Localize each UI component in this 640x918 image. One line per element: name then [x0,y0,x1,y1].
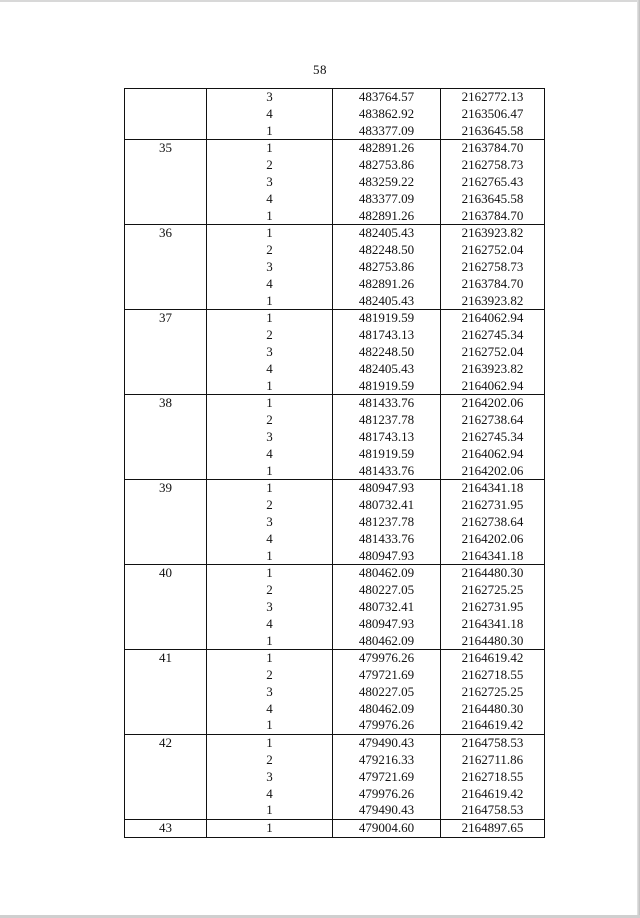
x-coordinate-cell: 479976.26 [333,786,441,803]
y-coordinate-cell: 2164480.30 [441,565,545,582]
plot-number-cell: 41 [125,650,207,667]
y-coordinate-cell: 2164202.06 [441,531,545,548]
plot-number-cell [125,242,207,259]
table-row [125,480,545,497]
plot-number-cell: 43 [125,820,207,838]
point-number-cell: 1 [207,717,333,734]
table-row [125,361,545,378]
y-coordinate-cell: 2164758.53 [441,802,545,819]
y-coordinate-cell: 2163923.82 [441,361,545,378]
table-row [125,123,545,140]
point-number-cell: 1 [207,140,333,157]
table-row [125,514,545,531]
y-coordinate-cell: 2164341.18 [441,480,545,497]
x-coordinate-cell: 482248.50 [333,242,441,259]
point-number-cell: 2 [207,412,333,429]
y-coordinate-cell: 2163645.58 [441,191,545,208]
point-number-cell: 1 [207,820,333,838]
plot-number-cell: 37 [125,310,207,327]
x-coordinate-cell: 479216.33 [333,752,441,769]
point-number-cell: 1 [207,378,333,395]
plot-number-cell [125,123,207,140]
point-number-cell: 1 [207,735,333,752]
plot-number-cell [125,786,207,803]
x-coordinate-cell: 479721.69 [333,769,441,786]
plot-number-cell [125,361,207,378]
point-number-cell: 1 [207,633,333,650]
x-coordinate-cell: 479721.69 [333,667,441,684]
point-number-cell: 1 [207,650,333,667]
table-row [125,259,545,276]
x-coordinate-cell: 481433.76 [333,395,441,412]
point-number-cell: 4 [207,276,333,293]
page-number: 58 [313,62,327,77]
x-coordinate-cell: 482405.43 [333,361,441,378]
y-coordinate-cell: 2162765.43 [441,174,545,191]
plot-number-cell [125,701,207,718]
x-coordinate-cell: 483377.09 [333,191,441,208]
table-row [125,327,545,344]
table-row [125,429,545,446]
plot-number-cell: 39 [125,480,207,497]
x-coordinate-cell: 482891.26 [333,276,441,293]
x-coordinate-cell: 482405.43 [333,293,441,310]
point-number-cell: 1 [207,293,333,310]
x-coordinate-cell: 482248.50 [333,344,441,361]
y-coordinate-cell: 2162758.73 [441,157,545,174]
y-coordinate-cell: 2163506.47 [441,106,545,123]
table-row [125,208,545,225]
point-number-cell: 2 [207,752,333,769]
y-coordinate-cell: 2164619.42 [441,650,545,667]
y-coordinate-cell: 2164480.30 [441,633,545,650]
point-number-cell: 2 [207,157,333,174]
plot-number-cell [125,616,207,633]
plot-number-cell: 42 [125,735,207,752]
x-coordinate-cell: 481743.13 [333,327,441,344]
plot-number-cell: 36 [125,225,207,242]
y-coordinate-cell: 2162711.86 [441,752,545,769]
table-row [125,89,545,106]
table-row [125,378,545,395]
plot-number-cell [125,514,207,531]
point-number-cell: 3 [207,429,333,446]
point-number-cell: 1 [207,225,333,242]
x-coordinate-cell: 479976.26 [333,717,441,734]
table-row [125,735,545,752]
table-row [125,497,545,514]
point-number-cell: 3 [207,514,333,531]
y-coordinate-cell: 2163923.82 [441,293,545,310]
plot-number-cell [125,717,207,734]
table-row [125,752,545,769]
plot-number-cell [125,327,207,344]
point-number-cell: 3 [207,684,333,701]
point-number-cell: 1 [207,565,333,582]
table-row [125,242,545,259]
point-number-cell: 2 [207,327,333,344]
plot-number-cell [125,633,207,650]
plot-number-cell [125,769,207,786]
plot-number-cell: 38 [125,395,207,412]
table-row [125,667,545,684]
y-coordinate-cell: 2164897.65 [441,820,545,838]
y-coordinate-cell: 2162731.95 [441,599,545,616]
table-row [125,565,545,582]
y-coordinate-cell: 2162745.34 [441,327,545,344]
point-number-cell: 4 [207,106,333,123]
plot-number-cell [125,106,207,123]
x-coordinate-cell: 480947.93 [333,480,441,497]
y-coordinate-cell: 2164480.30 [441,701,545,718]
plot-number-cell [125,463,207,480]
y-coordinate-cell: 2162745.34 [441,429,545,446]
point-number-cell: 4 [207,786,333,803]
x-coordinate-cell: 482753.86 [333,157,441,174]
y-coordinate-cell: 2162718.55 [441,667,545,684]
x-coordinate-cell: 479976.26 [333,650,441,667]
plot-number-cell [125,259,207,276]
plot-number-cell [125,429,207,446]
point-number-cell: 3 [207,599,333,616]
table-row [125,582,545,599]
point-number-cell: 1 [207,463,333,480]
y-coordinate-cell: 2163923.82 [441,225,545,242]
point-number-cell: 4 [207,191,333,208]
scan-edge-top [0,0,640,2]
point-number-cell: 4 [207,531,333,548]
table-row [125,276,545,293]
point-number-cell: 4 [207,616,333,633]
x-coordinate-cell: 481919.59 [333,310,441,327]
x-coordinate-cell: 483862.92 [333,106,441,123]
plot-number-cell [125,89,207,106]
x-coordinate-cell: 480732.41 [333,599,441,616]
x-coordinate-cell: 482753.86 [333,259,441,276]
point-number-cell: 1 [207,548,333,565]
y-coordinate-cell: 2162725.25 [441,684,545,701]
table-row [125,106,545,123]
x-coordinate-cell: 479004.60 [333,820,441,838]
y-coordinate-cell: 2163645.58 [441,123,545,140]
y-coordinate-cell: 2164341.18 [441,616,545,633]
point-number-cell: 1 [207,480,333,497]
point-number-cell: 3 [207,259,333,276]
y-coordinate-cell: 2164619.42 [441,717,545,734]
x-coordinate-cell: 483377.09 [333,123,441,140]
y-coordinate-cell: 2162718.55 [441,769,545,786]
table-row [125,412,545,429]
table-row [125,684,545,701]
x-coordinate-cell: 481919.59 [333,446,441,463]
x-coordinate-cell: 481743.13 [333,429,441,446]
table-row [125,310,545,327]
y-coordinate-cell: 2164062.94 [441,378,545,395]
table-row [125,157,545,174]
table-row [125,344,545,361]
plot-number-cell [125,752,207,769]
table-row [125,548,545,565]
point-number-cell: 1 [207,123,333,140]
point-number-cell: 2 [207,667,333,684]
plot-number-cell [125,174,207,191]
y-coordinate-cell: 2164202.06 [441,463,545,480]
table-row [125,395,545,412]
plot-number-cell [125,191,207,208]
y-coordinate-cell: 2164062.94 [441,446,545,463]
x-coordinate-cell: 480227.05 [333,684,441,701]
plot-number-cell [125,293,207,310]
point-number-cell: 1 [207,802,333,819]
x-coordinate-cell: 480947.93 [333,548,441,565]
plot-number-cell [125,157,207,174]
table-row [125,463,545,480]
y-coordinate-cell: 2162752.04 [441,242,545,259]
point-number-cell: 4 [207,701,333,718]
table-row [125,191,545,208]
y-coordinate-cell: 2164202.06 [441,395,545,412]
y-coordinate-cell: 2162725.25 [441,582,545,599]
table-row [125,446,545,463]
x-coordinate-cell: 481237.78 [333,514,441,531]
x-coordinate-cell: 480462.09 [333,633,441,650]
point-number-cell: 4 [207,361,333,378]
plot-number-cell [125,446,207,463]
plot-number-cell [125,412,207,429]
y-coordinate-cell: 2164758.53 [441,735,545,752]
plot-number-cell [125,531,207,548]
point-number-cell: 3 [207,89,333,106]
y-coordinate-cell: 2162752.04 [441,344,545,361]
point-number-cell: 1 [207,310,333,327]
x-coordinate-cell: 480227.05 [333,582,441,599]
point-number-cell: 2 [207,582,333,599]
x-coordinate-cell: 483259.22 [333,174,441,191]
y-coordinate-cell: 2164619.42 [441,786,545,803]
x-coordinate-cell: 479490.43 [333,735,441,752]
table-row [125,140,545,157]
table-row [125,701,545,718]
plot-number-cell [125,684,207,701]
y-coordinate-cell: 2163784.70 [441,140,545,157]
x-coordinate-cell: 482891.26 [333,208,441,225]
table-row [125,769,545,786]
plot-number-cell [125,276,207,293]
table-row [125,225,545,242]
plot-number-cell [125,497,207,514]
x-coordinate-cell: 481433.76 [333,531,441,548]
table-row [125,786,545,803]
x-coordinate-cell: 483764.57 [333,89,441,106]
x-coordinate-cell: 479490.43 [333,802,441,819]
y-coordinate-cell: 2163784.70 [441,276,545,293]
plot-number-cell: 40 [125,565,207,582]
plot-number-cell [125,378,207,395]
x-coordinate-cell: 481433.76 [333,463,441,480]
x-coordinate-cell: 480732.41 [333,497,441,514]
table-row [125,717,545,734]
coordinates-table-body [125,89,545,838]
x-coordinate-cell: 480462.09 [333,565,441,582]
x-coordinate-cell: 481919.59 [333,378,441,395]
table-row [125,293,545,310]
y-coordinate-cell: 2164062.94 [441,310,545,327]
y-coordinate-cell: 2163784.70 [441,208,545,225]
table-row [125,174,545,191]
point-number-cell: 2 [207,497,333,514]
x-coordinate-cell: 482405.43 [333,225,441,242]
x-coordinate-cell: 480947.93 [333,616,441,633]
x-coordinate-cell: 481237.78 [333,412,441,429]
y-coordinate-cell: 2164341.18 [441,548,545,565]
table-row [125,802,545,819]
table-row [125,633,545,650]
y-coordinate-cell: 2162738.64 [441,514,545,531]
table-row [125,616,545,633]
y-coordinate-cell: 2162738.64 [441,412,545,429]
plot-number-cell [125,548,207,565]
plot-number-cell [125,599,207,616]
y-coordinate-cell: 2162758.73 [441,259,545,276]
plot-number-cell [125,344,207,361]
plot-number-cell [125,208,207,225]
point-number-cell: 3 [207,174,333,191]
point-number-cell: 2 [207,242,333,259]
table-row [125,650,545,667]
x-coordinate-cell: 482891.26 [333,140,441,157]
table-row [125,599,545,616]
point-number-cell: 3 [207,344,333,361]
plot-number-cell [125,667,207,684]
x-coordinate-cell: 480462.09 [333,701,441,718]
plot-number-cell [125,582,207,599]
point-number-cell: 1 [207,208,333,225]
point-number-cell: 3 [207,769,333,786]
plot-number-cell [125,802,207,819]
point-number-cell: 1 [207,395,333,412]
plot-number-cell: 35 [125,140,207,157]
coordinates-table [124,88,545,838]
point-number-cell: 4 [207,446,333,463]
table-row [125,820,545,838]
y-coordinate-cell: 2162731.95 [441,497,545,514]
y-coordinate-cell: 2162772.13 [441,89,545,106]
table-row [125,531,545,548]
